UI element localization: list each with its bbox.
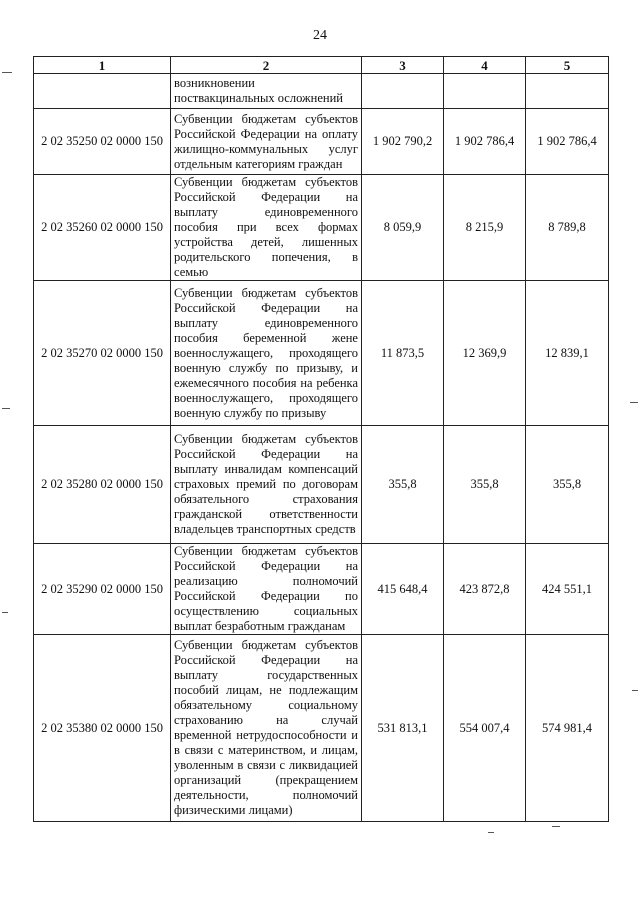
row-description: Субвенции бюджетам субъектов Российской Федерации на выплату единовременного пособия при всех формах устройства детей, лишенных родительского попечения, в семью (171, 175, 362, 281)
row-value-5: 8 789,8 (526, 175, 609, 281)
row-code: 2 02 35260 02 0000 150 (34, 175, 171, 281)
header-col-4: 4 (444, 57, 526, 74)
row-value-4: 355,8 (444, 426, 526, 544)
row-description: возникновении поствакцинальных осложнений (171, 74, 362, 109)
row-code (34, 74, 171, 109)
row-value-5 (526, 74, 609, 109)
row-value-5: 1 902 786,4 (526, 109, 609, 175)
row-code: 2 02 35290 02 0000 150 (34, 544, 171, 635)
table-row (34, 635, 609, 822)
scan-mark (2, 408, 10, 409)
row-value-3 (362, 74, 444, 109)
table-row (34, 426, 609, 544)
header-row (34, 57, 609, 74)
table-row (34, 544, 609, 635)
row-value-4: 12 369,9 (444, 281, 526, 426)
table-row (34, 74, 609, 109)
row-value-3: 355,8 (362, 426, 444, 544)
table-row (34, 281, 609, 426)
row-description: Субвенции бюджетам субъектов Российской Федерации на реализацию полномочий Российской Федерации по осуществлению социальных выплат безработным гражданам (171, 544, 362, 635)
row-description: Субвенции бюджетам субъектов Российской Федерации на выплату государственных пособий лицам, не подлежащим обязательному социальному страхованию на случай временной нетрудоспособности и в связи с материнством, и лицам, уволенным в связи с ликвидацией организаций (прекращением деятельности, полномочий физическими лицами) (171, 635, 362, 822)
row-value-4: 8 215,9 (444, 175, 526, 281)
row-value-4: 554 007,4 (444, 635, 526, 822)
table-row (34, 109, 609, 175)
scan-mark (2, 72, 12, 73)
table-row (34, 175, 609, 281)
row-value-5: 574 981,4 (526, 635, 609, 822)
row-description: Субвенции бюджетам субъектов Российской Федерации на оплату жилищно-коммунальных услуг отдельным категориям граждан (171, 109, 362, 175)
row-description: Субвенции бюджетам субъектов Российской Федерации на выплату единовременного пособия беременной жене военнослужащего, проходящего военную службу по призыву, и ежемесячного пособия на ребенка военнослужащего, проходящего военную службу по призыву (171, 281, 362, 426)
scan-mark (488, 832, 494, 833)
row-value-3: 531 813,1 (362, 635, 444, 822)
row-value-3: 1 902 790,2 (362, 109, 444, 175)
row-value-3: 8 059,9 (362, 175, 444, 281)
scan-mark (632, 690, 638, 691)
scan-mark (2, 612, 8, 613)
header-col-2: 2 (171, 57, 362, 74)
row-value-5: 12 839,1 (526, 281, 609, 426)
row-value-4: 423 872,8 (444, 544, 526, 635)
budget-table (33, 56, 609, 822)
row-code: 2 02 35280 02 0000 150 (34, 426, 171, 544)
scan-mark (552, 826, 560, 827)
row-value-5: 424 551,1 (526, 544, 609, 635)
row-code: 2 02 35380 02 0000 150 (34, 635, 171, 822)
row-value-4: 1 902 786,4 (444, 109, 526, 175)
row-description: Субвенции бюджетам субъектов Российской Федерации на выплату инвалидам компенсаций страховых премий по договорам обязательного страхования гражданской ответственности владельцев транспортных средств (171, 426, 362, 544)
row-code: 2 02 35270 02 0000 150 (34, 281, 171, 426)
row-value-4 (444, 74, 526, 109)
header-col-1: 1 (34, 57, 171, 74)
row-value-3: 11 873,5 (362, 281, 444, 426)
scan-mark (630, 402, 638, 403)
row-value-3: 415 648,4 (362, 544, 444, 635)
row-value-5: 355,8 (526, 426, 609, 544)
row-code: 2 02 35250 02 0000 150 (34, 109, 171, 175)
header-col-3: 3 (362, 57, 444, 74)
page-number: 24 (313, 28, 327, 43)
header-col-5: 5 (526, 57, 609, 74)
